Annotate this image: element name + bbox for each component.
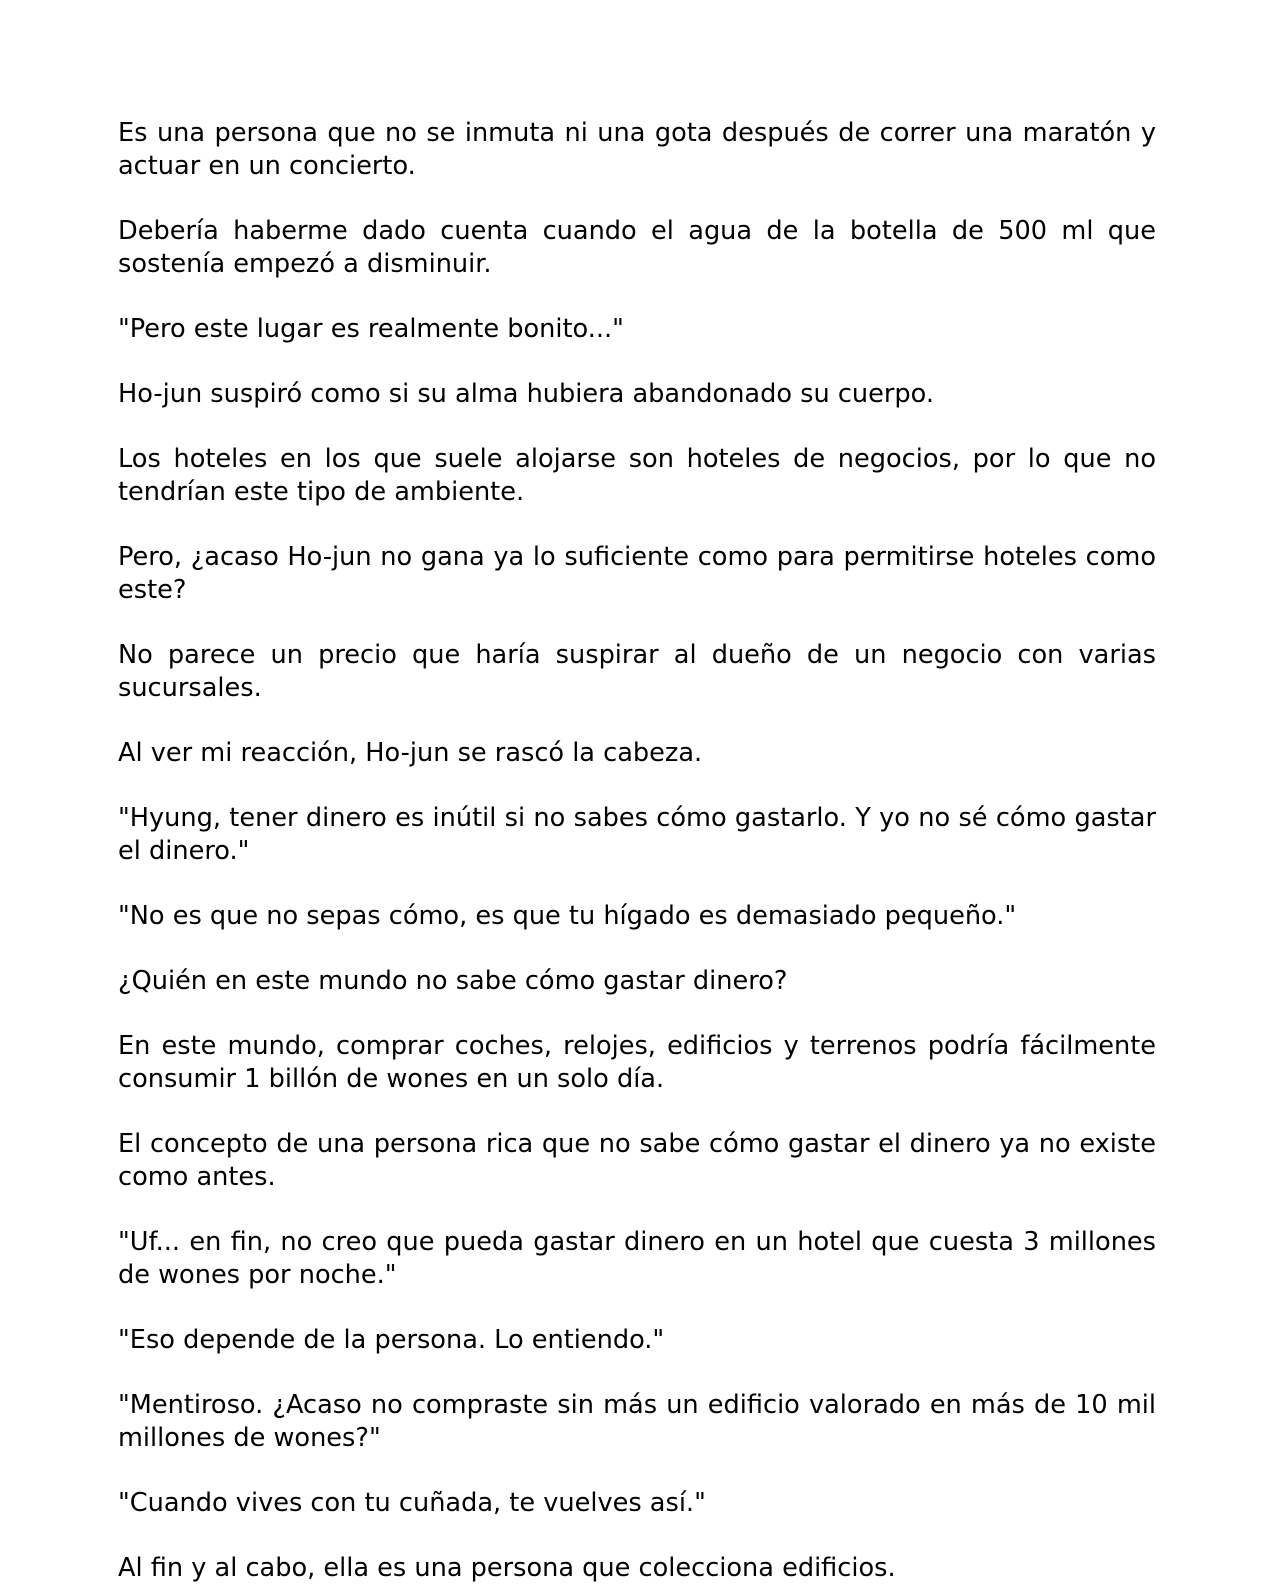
document-page — [118, 117, 1156, 1585]
paragraph: ¿Quién en este mundo no sabe cómo gastar dinero? — [118, 966, 788, 996]
paragraph: No parece un precio que haría suspirar al dueño de un negocio con varias sucursales. — [118, 640, 1156, 703]
paragraph: "Mentiroso. ¿Acaso no compraste sin más un edificio valorado en más de 10 mil millones de wones?" — [118, 1390, 1156, 1453]
paragraph: "Pero este lugar es realmente bonito..." — [118, 314, 624, 344]
paragraph: Pero, ¿acaso Ho-jun no gana ya lo suficiente como para permitirse hoteles como este? — [118, 542, 1156, 605]
paragraph: "No es que no sepas cómo, es que tu hígado es demasiado pequeño." — [118, 901, 1017, 931]
paragraph: Ho-jun suspiró como si su alma hubiera abandonado su cuerpo. — [118, 379, 934, 409]
paragraph: Al fin y al cabo, ella es una persona que colecciona edificios. — [118, 1553, 896, 1583]
paragraph: Los hoteles en los que suele alojarse son hoteles de negocios, por lo que no tendrían este tipo de ambiente. — [118, 444, 1156, 507]
paragraph: "Eso depende de la persona. Lo entiendo." — [118, 1325, 665, 1355]
paragraph: Al ver mi reacción, Ho-jun se rascó la cabeza. — [118, 738, 703, 768]
paragraph: "Cuando vives con tu cuñada, te vuelves así." — [118, 1488, 706, 1518]
paragraph: Es una persona que no se inmuta ni una gota después de correr una maratón y actuar en un concierto. — [118, 118, 1156, 181]
paragraph: "Uf... en fin, no creo que pueda gastar dinero en un hotel que cuesta 3 millones de wones por noche." — [118, 1227, 1156, 1290]
paragraph: El concepto de una persona rica que no sabe cómo gastar el dinero ya no existe como antes. — [118, 1129, 1156, 1192]
paragraph: "Hyung, tener dinero es inútil si no sabes cómo gastarlo. Y yo no sé cómo gastar el dinero." — [118, 803, 1156, 866]
paragraph: Debería haberme dado cuenta cuando el agua de la botella de 500 ml que sostenía empezó a disminuir. — [118, 216, 1156, 279]
paragraph: En este mundo, comprar coches, relojes, edificios y terrenos podría fácilmente consumir 1 billón de wones en un solo día. — [118, 1031, 1156, 1094]
